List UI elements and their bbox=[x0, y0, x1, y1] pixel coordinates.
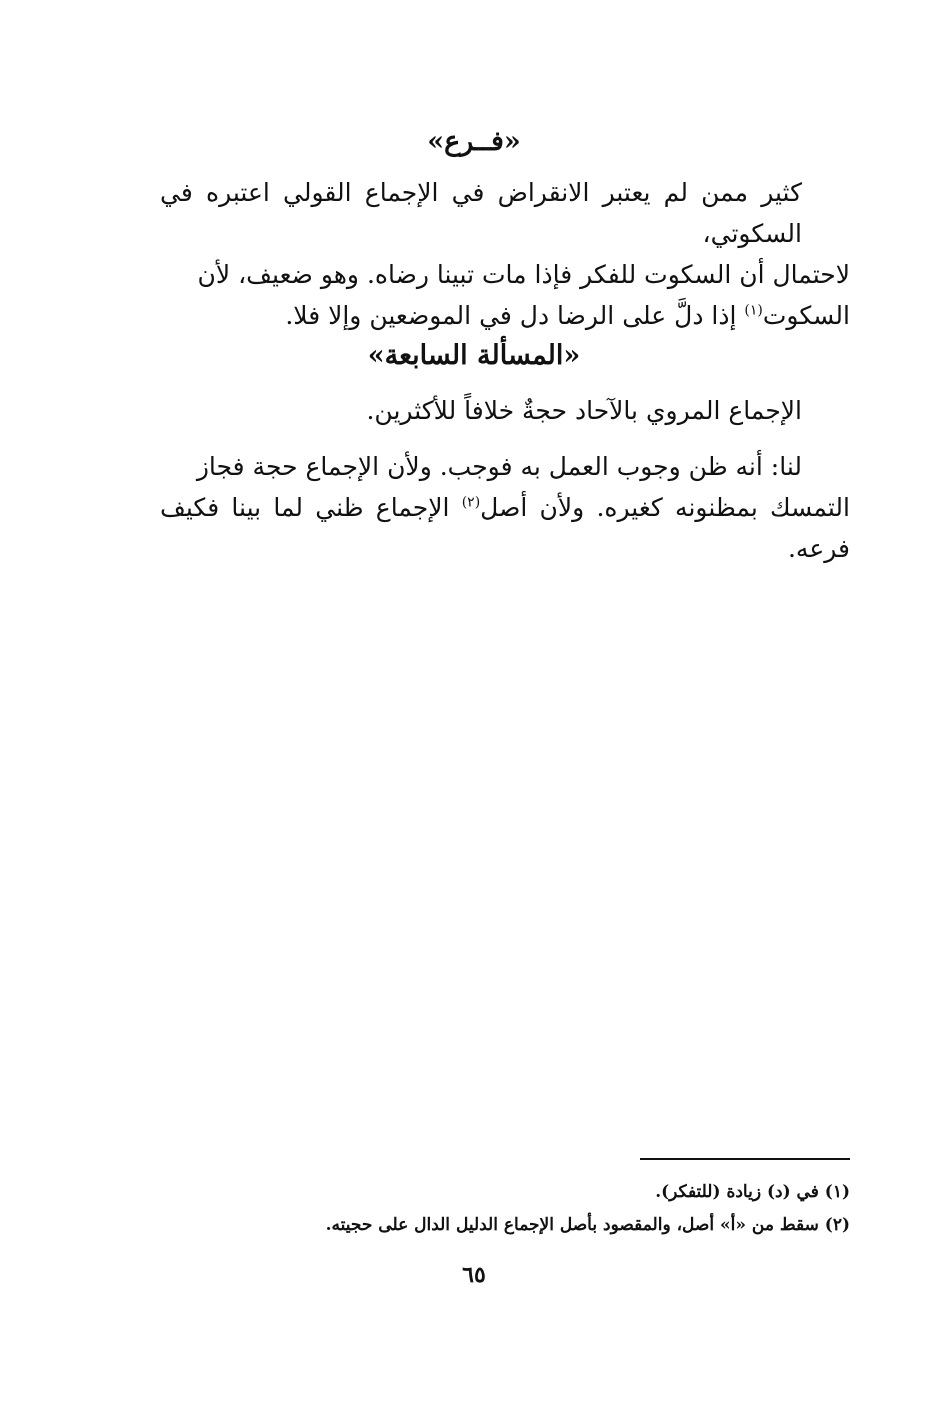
paragraph-line: لنا: أنه ظن وجوب العمل به فوجب. ولأن الإجماع حجة فجاز bbox=[196, 452, 802, 481]
inline-text: الإجماع ظني لما بينا فكيف فرعه. bbox=[160, 493, 850, 563]
paragraph-line bbox=[160, 295, 850, 336]
paragraph-line bbox=[160, 487, 850, 569]
paragraph-far bbox=[160, 172, 850, 336]
paragraph-argument bbox=[160, 446, 850, 569]
paragraph-line: لاحتمال أن السكوت للفكر فإذا مات تبينا رضاه. وهو ضعيف، لأن bbox=[197, 260, 850, 289]
footnote-item: (١) في (د) زيادة (للتفكر). bbox=[655, 1182, 850, 1202]
footnote-item: (٢) سقط من «أ» أصل، والمقصود بأصل الإجماع الدليل الدال على حجيته. bbox=[325, 1215, 850, 1235]
inline-text: السكوت bbox=[762, 301, 850, 330]
inline-text: التمسك بمظنونه كغيره. ولأن أصل bbox=[480, 493, 850, 522]
paragraph-statement bbox=[160, 390, 850, 431]
footnote-divider bbox=[640, 1158, 850, 1160]
inline-text: إذا دلَّ على الرضا دل في الموضعين وإلا فلا. bbox=[285, 301, 737, 330]
paragraph-line: كثير ممن لم يعتبر الانقراض في الإجماع القولي اعتبره في السكوتي، bbox=[160, 178, 802, 248]
paragraph-line: الإجماع المروي بالآحاد حجةٌ خلافاً للأكثرين. bbox=[366, 396, 802, 425]
page-number: ٦٥ bbox=[462, 1262, 486, 1288]
section-heading-seventh: «المسألة السابعة» bbox=[367, 340, 581, 371]
footnote-marker: (٢) bbox=[461, 494, 481, 511]
section-heading-far: «فــرع» bbox=[427, 126, 521, 157]
footnotes bbox=[160, 1176, 850, 1242]
footnote-marker: (١) bbox=[744, 302, 763, 319]
